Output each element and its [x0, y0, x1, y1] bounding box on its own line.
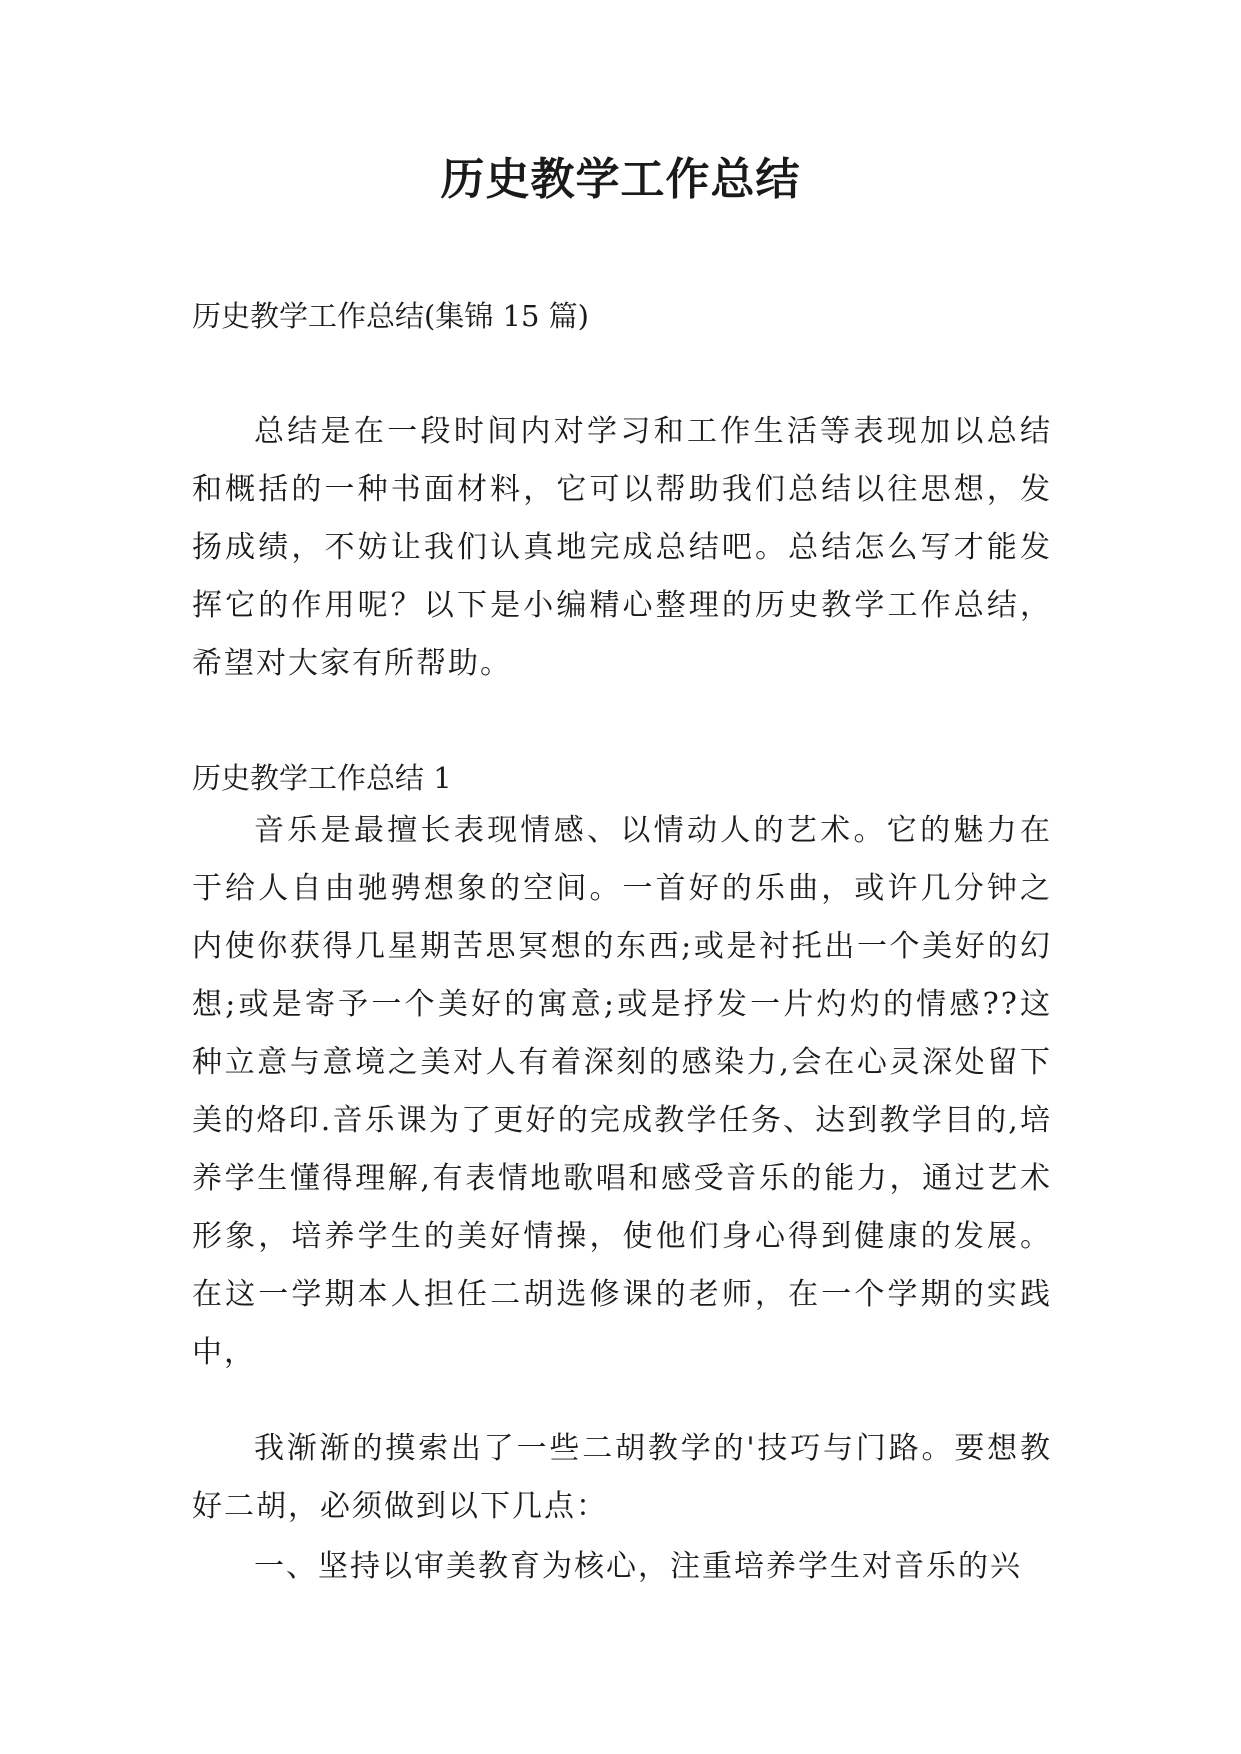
document-title: 历史教学工作总结 [440, 154, 801, 205]
section-heading-1: 历史教学工作总结 1 [192, 761, 452, 795]
document-subtitle: 历史教学工作总结(集锦 15 篇) [192, 299, 589, 333]
intro-paragraph: 总结是在一段时间内对学习和工作生活等表现加以总结和概括的一种书面材料，它可以帮助我们总结以往思想，发扬成绩，不妨让我们认真地完成总结吧。总结怎么写才能发挥它的作用呢？以下是小编精心整理的历史教学工作总结，希望对大家有所帮助。 [192, 414, 1052, 681]
section-1-paragraph-3: 一、坚持以审美教育为核心，注重培养学生对音乐的兴 [254, 1549, 1022, 1584]
section-1-paragraph-1: 音乐是最擅长表现情感、以情动人的艺术。它的魅力在于给人自由驰骋想象的空间。一首好的乐曲，或许几分钟之内使你获得几星期苦思冥想的东西;或是衬托出一个美好的幻想;或是寄予一个美好的寓意;或是抒发一片灼灼的情感??这种立意与意境之美对人有着深刻的感染力,会在心灵深处留下美的烙印.音乐课为了更好的完成教学任务、达到教学目的,培养学生懂得理解,有表情地歌唱和感受音乐的能力，通过艺术形象，培养学生的美好情操，使他们身心得到健康的发展。在这一学期本人担任二胡选修课的老师，在一个学期的实践中， [192, 813, 1052, 1370]
section-1-paragraph-2: 我渐渐的摸索出了一些二胡教学的'技巧与门路。要想教好二胡，必须做到以下几点： [192, 1431, 1052, 1524]
